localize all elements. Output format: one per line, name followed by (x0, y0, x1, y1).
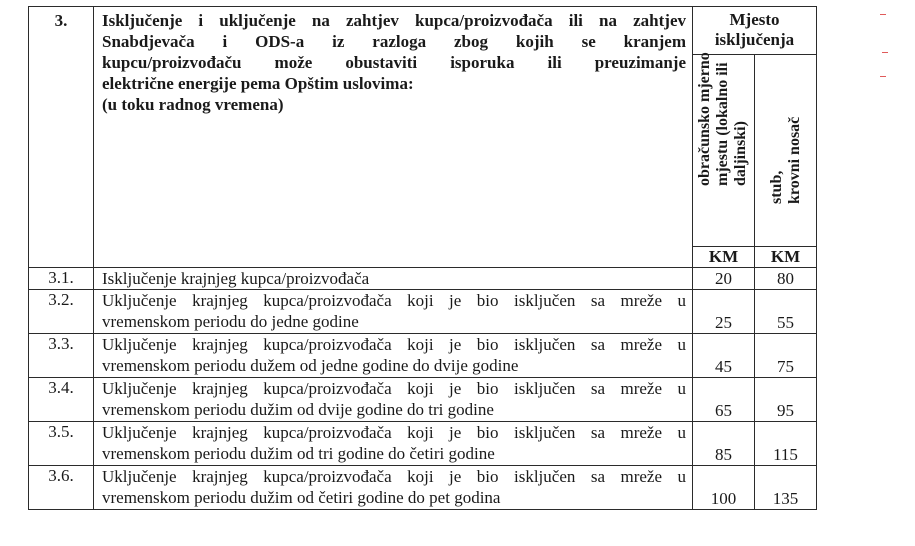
metering-header-line: daljinski) (731, 120, 749, 186)
row-value-pole: 135 (755, 466, 817, 510)
row-description-line: Isključenje krajnjeg kupca/proizvođača (102, 269, 370, 288)
pole-header-line: stub, (767, 170, 785, 204)
row-value-pole: 95 (755, 378, 817, 422)
row-description-line: Uključenje krajnjeg kupca/proizvođača koji je bio isključen sa mreže u (102, 379, 686, 398)
row-number: 3.1. (29, 268, 94, 290)
metering-point-header (693, 52, 755, 247)
place-header-line: Mjesto (729, 10, 780, 29)
table-row (29, 378, 817, 422)
row-description-line: vremenskom periodu dužim od dvije godine do tri godine (102, 400, 494, 419)
row-description (94, 466, 693, 510)
row-description-line: vremenskom periodu do jedne godine (102, 312, 359, 331)
table-row (29, 290, 817, 334)
header-row (29, 7, 817, 55)
row-number: 3.2. (29, 290, 94, 334)
row-description-line: vremenskom periodu dužim od četiri godine do pet godina (102, 488, 501, 507)
place-header-line: isključenja (714, 30, 795, 49)
fee-table-grid (28, 6, 817, 510)
section-title (94, 7, 693, 268)
section-title-line: (u toku radnog vremena) (102, 95, 284, 114)
table-row (29, 466, 817, 510)
unit-km-metering: KM (693, 246, 755, 267)
row-description (94, 268, 693, 290)
row-number: 3.5. (29, 422, 94, 466)
row-number: 3.6. (29, 466, 94, 510)
row-number: 3.4. (29, 378, 94, 422)
row-number: 3.3. (29, 334, 94, 378)
row-description (94, 378, 693, 422)
scan-mark (880, 76, 886, 77)
scan-mark (880, 14, 886, 15)
section-title-line: električne energije pema Opštim uslovima: (102, 74, 414, 93)
row-value-metering: 100 (693, 466, 755, 510)
scan-mark (882, 52, 888, 53)
section-title-line: kupcu/proizvođaču može obustaviti isporuka ili preuzimanje (102, 53, 686, 72)
row-description-line: Uključenje krajnjeg kupca/proizvođača koji je bio isključen sa mreže u (102, 423, 686, 442)
row-value-metering: 20 (693, 268, 755, 290)
unit-km-pole: KM (755, 246, 817, 267)
row-value-metering: 65 (693, 378, 755, 422)
row-value-metering: 85 (693, 422, 755, 466)
metering-header-line: mjestu (lokalno ili (713, 62, 731, 186)
pole-roof-header (755, 55, 817, 247)
row-value-pole: 55 (755, 290, 817, 334)
section-number: 3. (29, 7, 94, 268)
row-description-line: vremenskom periodu dužem od jedne godine do dvije godine (102, 356, 519, 375)
row-value-pole: 115 (755, 422, 817, 466)
row-description-line: Uključenje krajnjeg kupca/proizvođača koji je bio isključen sa mreže u (102, 291, 686, 310)
pole-header-line: krovni nosač (785, 116, 803, 204)
row-description-line: Uključenje krajnjeg kupca/proizvođača koji je bio isključen sa mreže u (102, 335, 686, 354)
row-description-line: Uključenje krajnjeg kupca/proizvođača koji je bio isključen sa mreže u (102, 467, 686, 486)
section-title-line: Isključenje i uključenje na zahtjev kupca/proizvođača ili na zahtjev (102, 11, 686, 30)
row-description-line: vremenskom periodu dužim od tri godine do četiri godine (102, 444, 495, 463)
row-description (94, 290, 693, 334)
row-value-pole: 75 (755, 334, 817, 378)
section-title-line: Snabdjevača i ODS-a iz razloga zbog kojih se kranjem (102, 32, 686, 51)
fee-table-document-body (28, 6, 817, 510)
metering-header-line: obračunsko mjerno (695, 52, 713, 186)
table-row (29, 268, 817, 290)
row-description (94, 334, 693, 378)
row-description (94, 422, 693, 466)
table-row (29, 422, 817, 466)
row-value-metering: 25 (693, 290, 755, 334)
row-value-pole: 80 (755, 268, 817, 290)
place-header (693, 7, 817, 55)
row-value-metering: 45 (693, 334, 755, 378)
table-row (29, 334, 817, 378)
